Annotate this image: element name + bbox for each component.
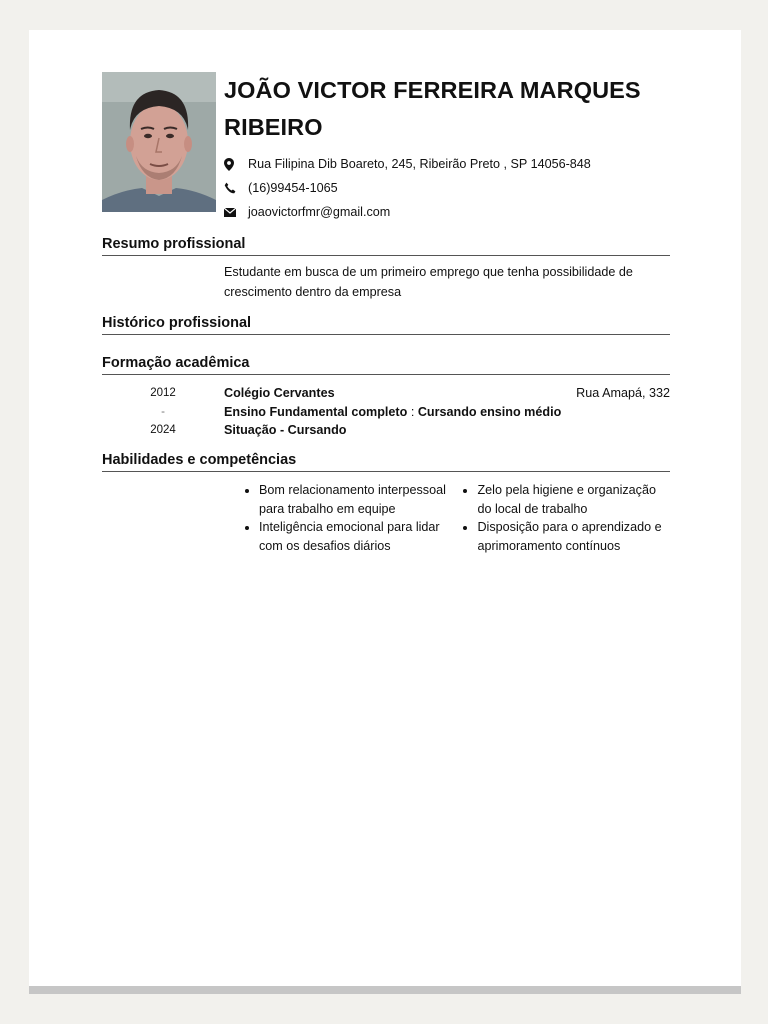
summary-title: Resumo profissional <box>102 235 670 256</box>
education-end-year: 2024 <box>150 424 176 437</box>
degree-line <box>224 403 561 422</box>
skill-item: • Zelo pela higiene e organização do local de trabalho <box>477 481 670 518</box>
candidate-name: JOÃO VICTOR FERREIRA MARQUES RIBEIRO <box>224 77 641 140</box>
resume-header <box>224 72 670 224</box>
email-text: joaovictorfmr@gmail.com <box>248 205 391 219</box>
education-dates <box>132 384 194 440</box>
skills-column-1 <box>245 481 463 555</box>
history-section <box>102 314 670 335</box>
history-title: Histórico profissional <box>102 314 670 335</box>
phone-icon <box>224 182 248 194</box>
skills-title: Habilidades e competências <box>102 451 670 472</box>
resume-page <box>29 30 741 994</box>
contact-address <box>224 152 670 176</box>
education-section <box>102 354 670 442</box>
degree-separator: : <box>407 404 418 419</box>
skills-section <box>102 451 670 555</box>
education-body <box>224 384 561 440</box>
degree-detail: Cursando ensino médio <box>417 404 562 419</box>
skill-item: • Inteligência emocional para lidar com os desafios diários <box>259 518 463 555</box>
education-start-year: 2012 <box>150 387 176 399</box>
education-date-separator: - <box>161 405 165 418</box>
summary-section <box>102 235 670 302</box>
education-title: Formação acadêmica <box>102 354 670 375</box>
school-location: Rua Amapá, 332 <box>576 386 670 400</box>
skills-columns <box>245 481 670 555</box>
envelope-icon <box>224 208 248 217</box>
skill-item: • Disposição para o aprendizado e aprimoramento contínuos <box>477 518 670 555</box>
education-entry <box>102 384 670 442</box>
profile-photo <box>102 72 216 212</box>
contact-email <box>224 200 670 224</box>
contact-phone <box>224 176 670 200</box>
degree-name: Ensino Fundamental completo <box>224 404 408 419</box>
education-status: Situação - Cursando <box>224 423 347 438</box>
skill-item: • Bom relacionamento interpessoal para trabalho em equipe <box>259 481 463 518</box>
summary-text: Estudante em busca de um primeiro emprego que tenha possibilidade de crescimento dentro da empresa <box>224 265 633 299</box>
contact-list <box>224 152 670 224</box>
map-pin-icon <box>224 158 248 171</box>
skills-column-2 <box>463 481 670 555</box>
phone-text: (16)99454-1065 <box>248 181 338 195</box>
school-name: Colégio Cervantes <box>224 386 335 400</box>
address-text: Rua Filipina Dib Boareto, 245, Ribeirão Preto , SP 14056-848 <box>248 157 591 171</box>
